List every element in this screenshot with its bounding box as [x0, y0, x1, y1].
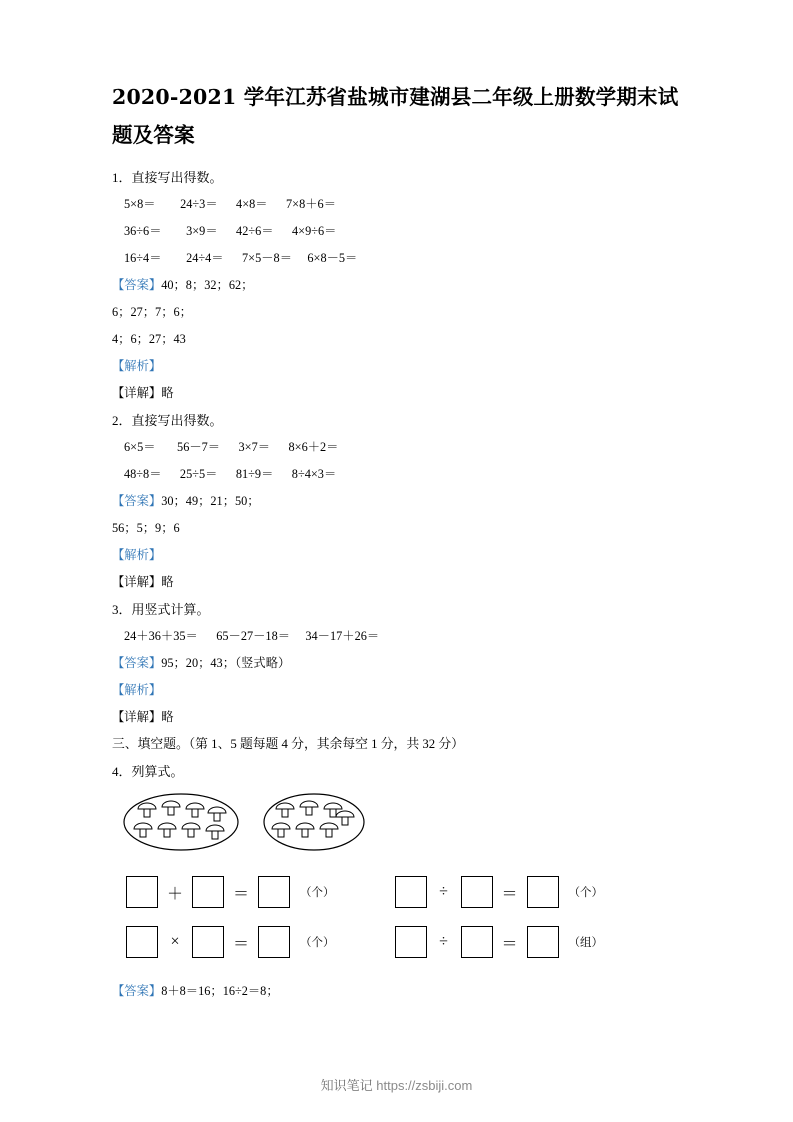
- question-1-answer-line-3: 4；6；27；43: [112, 332, 186, 346]
- detail-text: 略: [161, 386, 174, 400]
- question-3-detail: [112, 704, 683, 731]
- question-4-number: 4．: [112, 764, 132, 779]
- question-3-row-1: 24＋36＋35＝ 65－27－18＝ 34－17＋26＝: [124, 629, 380, 643]
- answer-box[interactable]: [395, 876, 427, 908]
- fill-section-head: 三、填空题。（第 1、5 题每题 4 分，其余每空 1 分，共 32 分）: [112, 737, 464, 751]
- question-1-analysis: [112, 353, 683, 380]
- question-4-answer-text: 8＋8＝16；16÷2＝8；: [161, 984, 279, 998]
- question-3-answer-line-1: 95；20；43；（竖式略）: [161, 656, 291, 670]
- detail-tag: 【详解】: [112, 710, 162, 724]
- question-2-prompt: [112, 407, 683, 434]
- operator-equals: ＝: [232, 885, 249, 903]
- answer-box[interactable]: [395, 926, 427, 958]
- question-2-analysis: [112, 542, 683, 569]
- question-4-text: 列算式。: [131, 764, 184, 779]
- question-1-number: 1．: [112, 170, 132, 185]
- question-2-text: 直接写出得数。: [131, 413, 223, 428]
- question-3-prompt: [112, 596, 683, 623]
- question-4-row-1: [126, 876, 683, 908]
- detail-tag: 【详解】: [112, 386, 162, 400]
- question-1-answer: [112, 272, 683, 299]
- question-2-answer: [112, 488, 683, 515]
- unit-label: （个）: [300, 887, 335, 899]
- answer-box[interactable]: [527, 926, 559, 958]
- detail-text: 略: [161, 575, 174, 589]
- question-2-answer-line-2: 56；5；9；6: [112, 521, 180, 535]
- answer-box[interactable]: [192, 876, 224, 908]
- analysis-tag: 【解析】: [112, 548, 162, 562]
- answer-box[interactable]: [126, 876, 158, 908]
- question-1-text: 直接写出得数。: [131, 170, 223, 185]
- watermark-url: https://zsbiji.com: [376, 1078, 473, 1093]
- question-1-answer-line-2: 6；27；7；6；: [112, 305, 192, 319]
- analysis-tag: 【解析】: [112, 359, 162, 373]
- answer-tag: 【答案】: [112, 984, 162, 998]
- detail-text: 略: [161, 710, 174, 724]
- answer-box[interactable]: [461, 926, 493, 958]
- operator-divide: ÷: [439, 883, 448, 900]
- question-2-answer-line-1: 30；49；21；50；: [161, 494, 260, 508]
- page-title: 2020-2021 学年江苏省盐城市建湖县二年级上册数学期末试题及答案: [112, 85, 679, 147]
- unit-label: （个）: [300, 937, 335, 949]
- operator-divide: ÷: [439, 933, 448, 950]
- answer-box[interactable]: [258, 876, 290, 908]
- question-2-row-1: 6×5＝ 56－7＝ 3×7＝ 8×6＋2＝: [124, 440, 339, 454]
- question-3-answer: [112, 650, 683, 677]
- operator-plus: ＋: [166, 885, 183, 903]
- answer-box[interactable]: [527, 876, 559, 908]
- answer-box[interactable]: [258, 926, 290, 958]
- question-4-prompt: [112, 758, 683, 785]
- question-3-text: 用竖式计算。: [131, 602, 210, 617]
- question-1-row-1: 5×8＝ 24÷3＝ 4×8＝ 7×8＋6＝: [124, 197, 337, 211]
- detail-tag: 【详解】: [112, 575, 162, 589]
- answer-tag: 【答案】: [112, 656, 162, 670]
- question-2-detail: [112, 569, 683, 596]
- question-1-row-3: 16÷4＝ 24÷4＝ 7×5－8＝ 6×8－5＝: [124, 251, 358, 265]
- answer-box[interactable]: [126, 926, 158, 958]
- unit-label: （个）: [568, 887, 603, 899]
- question-1-answer-line-1: 40；8；32；62；: [161, 278, 254, 292]
- operator-equals: ＝: [501, 885, 518, 903]
- unit-label: （组）: [568, 937, 603, 949]
- operator-equals: ＝: [501, 935, 518, 953]
- mushroom-plate-left: [122, 791, 240, 858]
- answer-tag: 【答案】: [112, 494, 162, 508]
- footer-watermark: [0, 1075, 793, 1094]
- question-1-detail: [112, 380, 683, 407]
- question-2-number: 2．: [112, 413, 132, 428]
- question-1-prompt: [112, 164, 683, 191]
- operator-times: ×: [170, 933, 180, 950]
- mushroom-plate-left-icon: [122, 791, 240, 853]
- answer-box[interactable]: [192, 926, 224, 958]
- watermark-name: 知识笔记: [320, 1078, 373, 1093]
- question-2-row-2: 48÷8＝ 25÷5＝ 81÷9＝ 8÷4×3＝: [124, 467, 337, 481]
- answer-tag: 【答案】: [112, 278, 162, 292]
- question-3-number: 3．: [112, 602, 132, 617]
- question-4-row-2: [126, 926, 683, 958]
- mushroom-plate-right: [262, 791, 366, 858]
- mushroom-plate-right-icon: [262, 791, 366, 853]
- mushroom-figures: [122, 791, 683, 858]
- question-4-answer: [112, 978, 683, 1005]
- answer-box[interactable]: [461, 876, 493, 908]
- analysis-tag: 【解析】: [112, 683, 162, 697]
- question-1-row-2: 36÷6＝ 3×9＝ 42÷6＝ 4×9÷6＝: [124, 224, 337, 238]
- operator-equals: ＝: [232, 935, 249, 953]
- question-3-analysis: [112, 677, 683, 704]
